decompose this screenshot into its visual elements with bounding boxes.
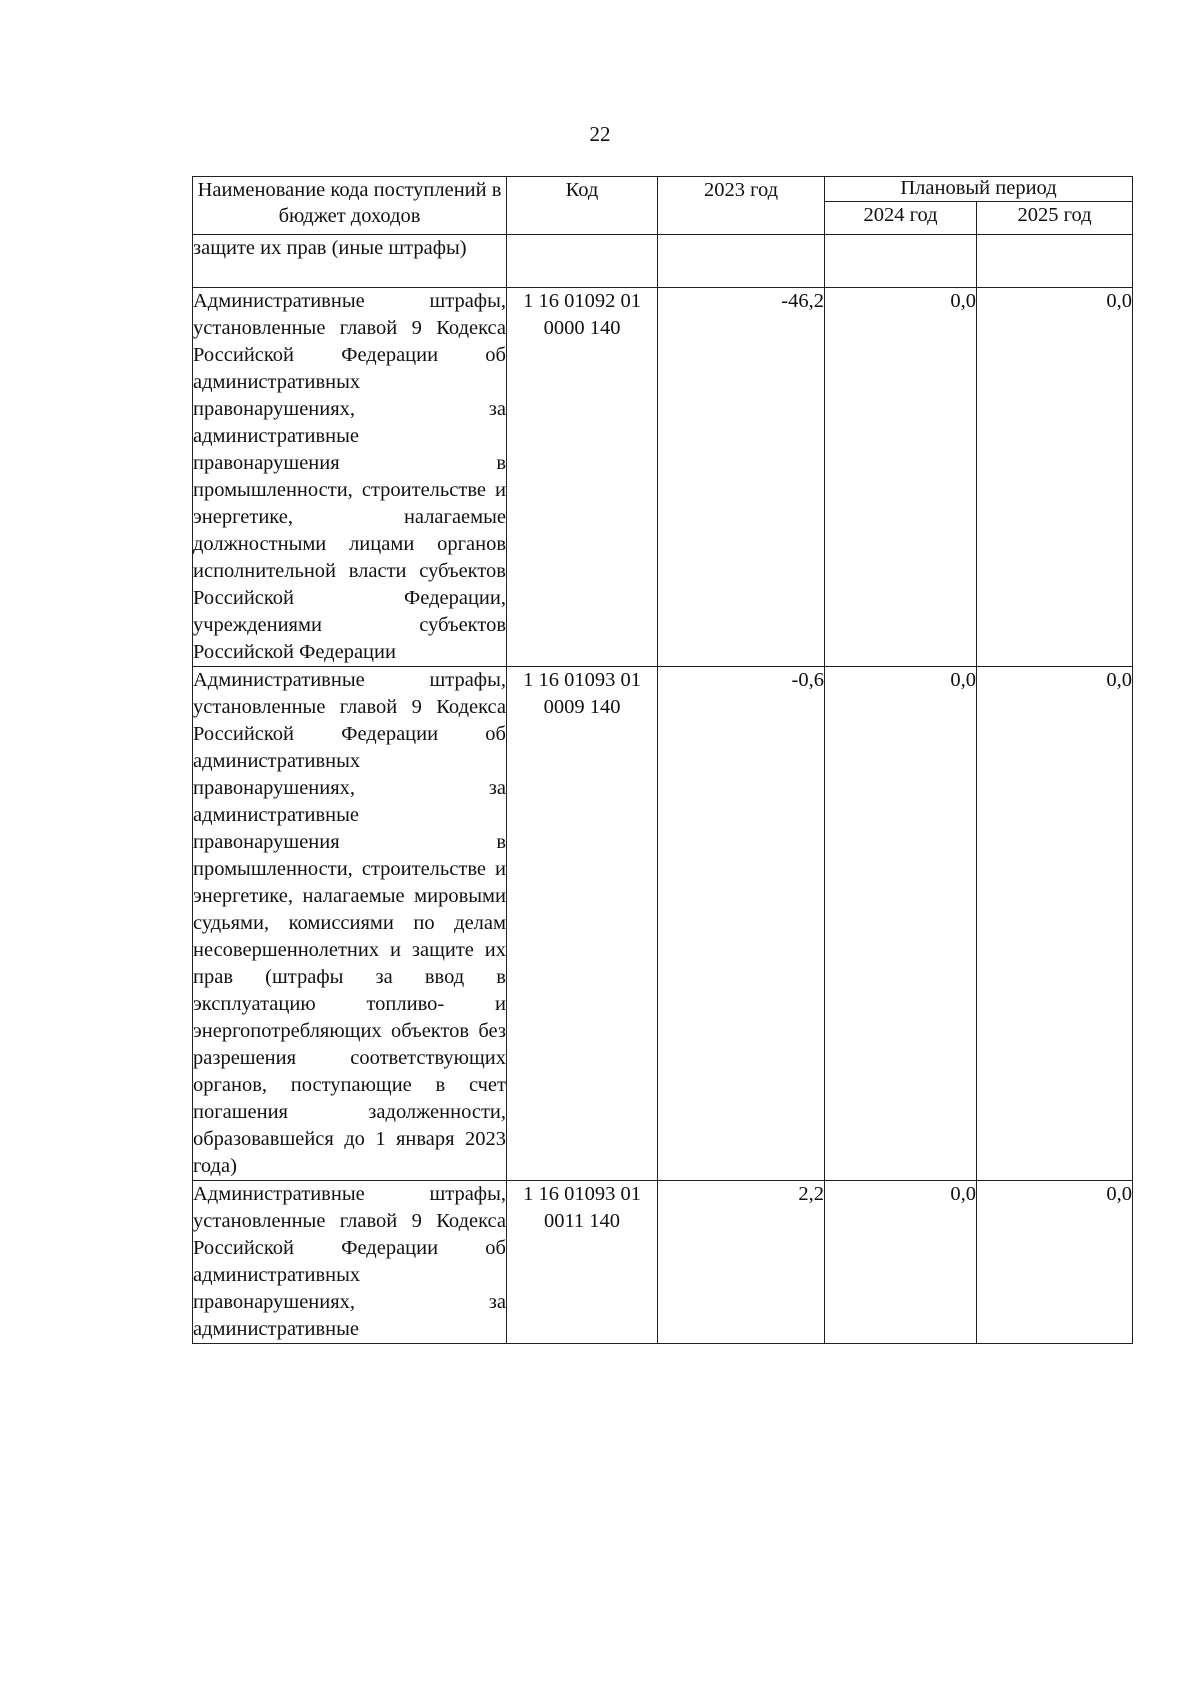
row-name: Административные штрафы, установленные главой 9 Кодекса Российской Федерации об административных правонарушениях, за административные правонарушения в промышленности, строительстве и энергетике, налагаемые должностными лицами органов исполнительной власти субъектов Российской Федерации, учреждениями субъектов Российской Федерации: [193, 288, 507, 667]
row-value-2025: 0,0: [977, 288, 1133, 667]
table-row: [193, 288, 1133, 667]
header-2025: 2025 год: [977, 202, 1133, 235]
row-value-2023: [658, 235, 825, 288]
table-row: [193, 667, 1133, 1181]
page-number: 22: [589, 122, 611, 146]
row-value-2025: 0,0: [977, 1181, 1133, 1344]
row-value-2023: -0,6: [658, 667, 825, 1181]
header-2024: 2024 год: [825, 202, 977, 235]
header-code: Код: [507, 177, 658, 235]
row-name: защите их прав (иные штрафы): [193, 235, 507, 288]
row-value-2024: 0,0: [825, 667, 977, 1181]
row-code: 1 16 01093 01 0009 140: [507, 667, 658, 1181]
row-value-2023: -46,2: [658, 288, 825, 667]
row-value-2024: [825, 235, 977, 288]
table-row: [193, 235, 1133, 288]
row-value-2023: 2,2: [658, 1181, 825, 1344]
row-name: Административные штрафы, установленные главой 9 Кодекса Российской Федерации об административных правонарушениях, за административные правонарушения в промышленности, строительстве и энергетике, налагаемые мировыми судьями, комиссиями по делам несовершеннолетних и защите их прав (штрафы за ввод в эксплуатацию топливо- и энергопотребляющих объектов без разрешения соответствующих органов, поступающие в счет погашения задолженности, образовавшейся до 1 января 2023 года): [193, 667, 507, 1181]
row-code: 1 16 01093 01 0011 140: [507, 1181, 658, 1344]
row-value-2025: [977, 235, 1133, 288]
table-row: [193, 1181, 1133, 1344]
row-code: [507, 235, 658, 288]
header-name: Наименование кода поступлений в бюджет доходов: [193, 177, 507, 235]
row-name: Административные штрафы, установленные главой 9 Кодекса Российской Федерации об административных правонарушениях, за административные: [193, 1181, 507, 1344]
revenue-table: [192, 176, 1133, 1344]
row-code: 1 16 01092 01 0000 140: [507, 288, 658, 667]
row-value-2024: 0,0: [825, 288, 977, 667]
header-planned-period: Плановый период: [825, 177, 1133, 202]
row-value-2025: 0,0: [977, 667, 1133, 1181]
row-value-2024: 0,0: [825, 1181, 977, 1344]
header-2023: 2023 год: [658, 177, 825, 235]
